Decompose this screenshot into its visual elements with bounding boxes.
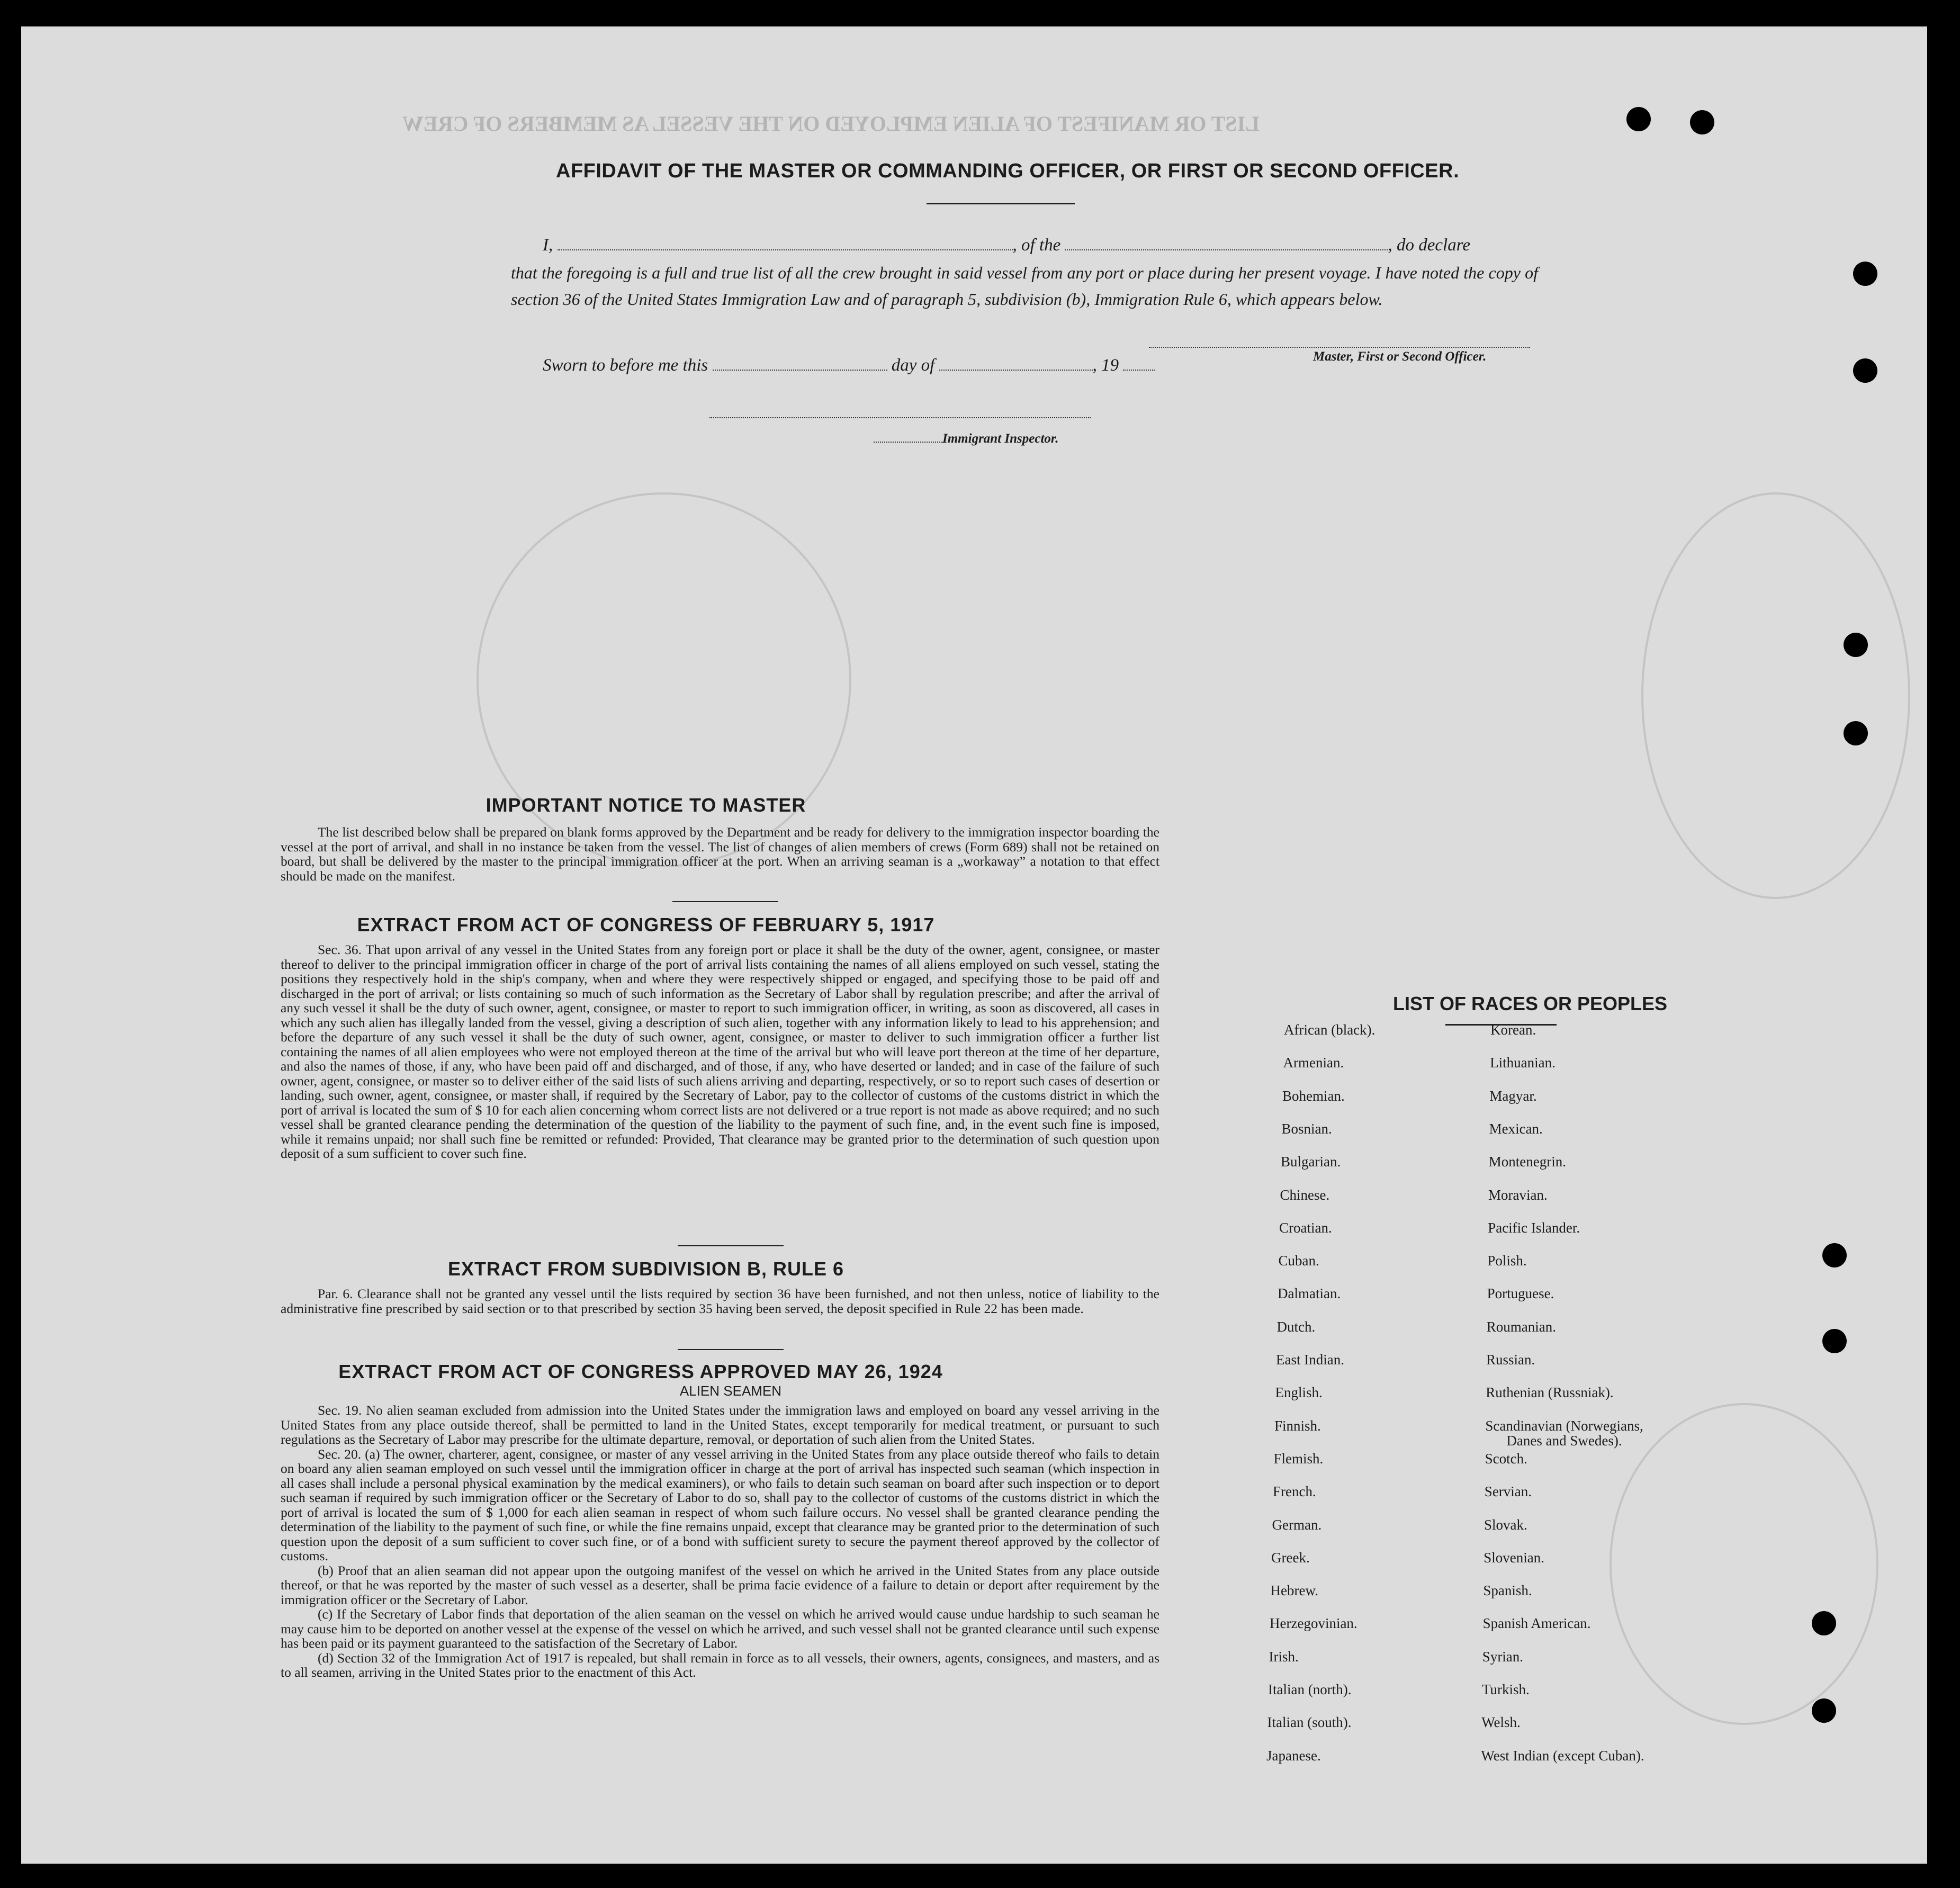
race-item: Croatian.: [1279, 1219, 1332, 1236]
punch-hole: [1853, 358, 1877, 383]
race-item: West Indian (except Cuban).: [1481, 1747, 1644, 1764]
race-item: Irish.: [1269, 1648, 1299, 1665]
race-item: Servian.: [1484, 1484, 1532, 1500]
race-item: Dalmatian.: [1278, 1285, 1341, 1302]
race-item: Spanish American.: [1482, 1615, 1591, 1632]
race-item: English.: [1275, 1384, 1323, 1401]
section-divider: [678, 1245, 784, 1246]
race-item: Pacific Islander.: [1488, 1219, 1580, 1236]
races-title: LIST OF RACES OR PEOPLES: [1392, 993, 1668, 1014]
race-item: Korean.: [1490, 1022, 1536, 1038]
race-item: Herzegovinian.: [1270, 1615, 1357, 1632]
race-item: Turkish.: [1482, 1682, 1530, 1697]
extract-rule6-paragraph: Par. 6. Clearance shall not be granted any vessel until the lists required by section 36 have been furnished, and not then unless, notice of liability to the administrative fine prescribed by said section or to that prescribed by section 35 having been served, the deposit specified in Rule 22 has been made.: [281, 1286, 1159, 1316]
vessel-prefix: , of the: [1012, 236, 1061, 255]
sec-20a-paragraph: Sec. 20. (a) The owner, charterer, agent, consignee, or master of any vessel arriving in the United States from any place outside thereof who fails to detain on board any alien seaman employed on such vessel until the immigration officer in charge at the port of arrival has inspected such seaman (which inspection in all cases shall include a personal physical examination by the medical examiners), or who fails to detain such seaman on board after such inspection or to deport such seaman if required by such immigration officer or the Secretary of Labor to do so, shall pay to the collector of customs of the customs district in which the port of arrival is located the sum of $ 1,000 for each alien seaman in respect of whom such failure occurs. No vessel shall be granted clearance pending the determination of the liability to the payment of such fine, or while the fine remains unpaid, except that clearance may be granted prior to the determination of such question upon the deposit of a sum sufficient to cover such fine, or of a bond with sufficient surety to secure the payment thereof approved by the collector of customs.: [281, 1446, 1159, 1563]
race-item: Japanese.: [1266, 1747, 1321, 1764]
race-item: Syrian.: [1482, 1648, 1524, 1665]
race-item: Italian (south).: [1267, 1714, 1352, 1731]
notice-text: [281, 825, 1159, 883]
race-item: Scandinavian (Norwegians,: [1485, 1417, 1643, 1434]
affidavit-text: that the foregoing is a full and true list of all the crew brought in said vessel from any port or place during her present voyage. I have noted the copy of section 36 of the United States Immigration Law and of paragraph 5, subdivision (b), Immigration Rule 6, which appears below.: [511, 263, 1538, 309]
affidavit-declaration-line: [543, 236, 1470, 255]
notice-title: IMPORTANT NOTICE TO MASTER: [485, 794, 806, 816]
race-item: Russian.: [1486, 1352, 1535, 1368]
vessel-name-blank: [1065, 244, 1388, 250]
punch-hole: [1812, 1698, 1836, 1723]
inspector-blank: [874, 436, 942, 443]
extract-1917-title: EXTRACT FROM ACT OF CONGRESS OF FEBRUARY 5, 1917: [357, 914, 935, 936]
sworn-day-blank: [713, 364, 887, 371]
race-item: Scotch.: [1485, 1450, 1527, 1467]
declarant-name-blank: [558, 244, 1013, 250]
race-item: Italian (north).: [1268, 1682, 1352, 1697]
sworn-line: [543, 356, 1155, 375]
extract-rule6-text: [281, 1287, 1159, 1316]
extract-1924-subtitle: ALIEN SEAMEN: [679, 1383, 782, 1399]
sworn-year-blank: [1123, 364, 1155, 371]
sworn-dayof: day of: [891, 356, 935, 375]
race-item: Moravian.: [1488, 1186, 1548, 1203]
race-item: Flemish.: [1273, 1450, 1324, 1467]
punch-hole: [1822, 1243, 1847, 1267]
race-item: Cuban.: [1278, 1253, 1319, 1269]
inspector-signature-blank: [709, 412, 1091, 418]
race-item: French.: [1273, 1484, 1316, 1500]
race-item: Danes and Swedes).: [1506, 1432, 1622, 1449]
race-item: Magyar.: [1489, 1087, 1537, 1104]
race-item: Dutch.: [1276, 1318, 1316, 1335]
sworn-prefix: Sworn to before me this: [543, 356, 708, 375]
affidavit-title: AFFIDAVIT OF THE MASTER OR COMMANDING OFFICER, OR FIRST OR SECOND OFFICER.: [556, 160, 1460, 182]
race-item: Mexican.: [1489, 1120, 1543, 1137]
sworn-month-blank: [939, 364, 1093, 371]
sec-20c-paragraph: (c) If the Secretary of Labor finds that deportation of the alien seaman on the vessel on which he arrived would cause undue hardship to such seaman he may cause him to be deported on another vessel at the expense of the vessel on which he arrived, and such vessel shall not be granted clearance until such expense has been paid or its payment guaranteed to the satisfaction of the Secretary of Labor.: [281, 1606, 1159, 1651]
sec-19-paragraph: Sec. 19. No alien seaman excluded from admission into the United States under the immigration laws and employed on board any vessel arriving in the United States from any place outside thereof, shall be permitted to land in the United States, except temporarily for medical treatment, or pursuant to such regulations as the Secretary of Labor may prescribe for the ultimate departure, removal, or deportation of such alien from the United States.: [281, 1402, 1159, 1447]
race-item: Armenian.: [1283, 1055, 1344, 1071]
punch-hole: [1822, 1329, 1847, 1353]
extract-1924-title: EXTRACT FROM ACT OF CONGRESS APPROVED MAY 26, 1924: [338, 1361, 943, 1382]
race-item: Portuguese.: [1487, 1285, 1554, 1302]
extract-1917-text: [281, 942, 1159, 1161]
race-item: Spanish.: [1483, 1583, 1532, 1599]
race-item: African (black).: [1284, 1022, 1375, 1038]
bleedthrough-seal: [1641, 492, 1910, 899]
race-item: Ruthenian (Russniak).: [1486, 1384, 1614, 1401]
declarant-prefix: I,: [543, 236, 553, 255]
declare-suffix: , do declare: [1388, 236, 1470, 255]
punch-hole: [1690, 110, 1714, 134]
race-item: Bulgarian.: [1281, 1154, 1341, 1170]
race-item: Greek.: [1271, 1549, 1310, 1566]
sec-20b-paragraph: (b) Proof that an alien seaman did not appear upon the outgoing manifest of the vessel on which he arrived in the United States from any place outside thereof, or that he was reported by the master of such vessel as a deserter, shall be prima facie evidence of a failure to detain or deport after requirement by the immigration officer or the Secretary of Labor.: [281, 1562, 1159, 1607]
race-item: Chinese.: [1280, 1186, 1330, 1203]
extract-rule6-title: EXTRACT FROM SUBDIVISION B, RULE 6: [447, 1258, 844, 1280]
sworn-year: , 19: [1092, 356, 1119, 375]
bleedthrough-seal: [1610, 1403, 1878, 1725]
race-item: Slovenian.: [1484, 1549, 1544, 1566]
punch-hole: [1844, 721, 1868, 745]
race-item: Bohemian.: [1282, 1087, 1345, 1104]
race-item: German.: [1272, 1516, 1322, 1533]
extract-1924-text: [281, 1403, 1159, 1680]
bleedthrough-heading: LIST OR MANIFEST OF ALIEN EMPLOYED ON THE VESSEL AS MEMBERS OF CREW: [402, 112, 1260, 136]
race-item: Hebrew.: [1270, 1583, 1318, 1599]
race-item: East Indian.: [1276, 1352, 1344, 1368]
punch-hole: [1812, 1611, 1836, 1635]
section-divider: [672, 901, 778, 902]
race-item: Roumanian.: [1486, 1318, 1557, 1335]
punch-hole: [1844, 633, 1868, 657]
master-caption: Master, First or Second Officer.: [1313, 349, 1487, 364]
race-item: Welsh.: [1481, 1714, 1521, 1731]
punch-hole: [1626, 107, 1651, 131]
inspector-caption-line: [874, 431, 1059, 446]
master-signature-blank: [1149, 341, 1530, 348]
section-divider: [678, 1349, 784, 1350]
race-item: Lithuanian.: [1490, 1055, 1556, 1071]
race-item: Montenegrin.: [1488, 1154, 1567, 1170]
document-page: [21, 26, 1927, 1864]
title-divider: [927, 203, 1075, 204]
race-item: Polish.: [1487, 1253, 1527, 1269]
extract-1917-paragraph: Sec. 36. That upon arrival of any vessel in the United States from any foreign port or place it shall be the duty of the owner, agent, consignee, or master thereof to deliver to the principal immigration officer in charge of the port of arrival lists containing the names of all aliens employed on such vessel, stating the positions they respectively hold in the ship's company, when and where they were respectively shipped or engaged, and specifying those to be paid off and discharged in the port of arrival; or lists containing so much of such information as the Secretary of Labor shall by regulation prescribe; and after the arrival of any such vessel it shall be the duty of such owner, agent, consignee, or master to report to such immigration officer, in writing, as soon as discovered, all cases in which any such alien has illegally landed from the vessel, giving a description of such alien, together with any information likely to lead to his apprehension; and before the departure of any such vessel it shall be the duty of such owner, agent, consignee, or master to deliver to such immigration officer a further list containing the names of all alien employees who were not employed thereon at the time of the arrival but who will leave port thereon at the time of her departure, and also the names of those, if any, who have been paid off and discharged, and of those, if any, who have deserted or landed; and in case of the failure of such owner, agent, consignee, or master so to deliver either of the said lists of such aliens arriving and departing, respectively, or so to report such cases of desertion or landing, such owner, agent, consignee, or master shall, if required by the Secretary of Labor, pay to the collector of customs of the customs district in which the port of arrival is located the sum of $ 10 for each alien concerning whom correct lists are not delivered or a true report is not made as above required; and no such vessel shall be granted clearance pending the determination of the question of the liability to the payment of such fine, and, in the event such fine is imposed, while it remains unpaid; nor shall such fine be remitted or refunded: Provided, That clearance may be granted prior to the determination of such question upon deposit of a sum sufficient to cover such fine.: [281, 942, 1159, 1161]
sec-20d-paragraph: (d) Section 32 of the Immigration Act of 1917 is repealed, but shall remain in force as to all vessels, their owners, agents, consignees, and masters, and as to all seamen, arriving in the United States prior to the enactment of this Act.: [281, 1650, 1159, 1680]
notice-paragraph: The list described below shall be prepared on blank forms approved by the Department and be ready for delivery to the immigration inspector boarding the vessel at the port of arrival, and shall in no instance be taken from the vessel. The list of changes of alien members of crews (Form 689) shall not be retained on board, but shall be delivered by the master to the principal immigration officer at the port. When an arriving seaman is a „workaway” a notation to that effect should be made on the manifest.: [281, 824, 1159, 884]
punch-hole: [1853, 262, 1877, 286]
race-item: Bosnian.: [1281, 1120, 1332, 1137]
race-item: Slovak.: [1484, 1516, 1527, 1533]
race-item: Finnish.: [1274, 1417, 1321, 1434]
inspector-caption: Immigrant Inspector.: [942, 431, 1059, 446]
